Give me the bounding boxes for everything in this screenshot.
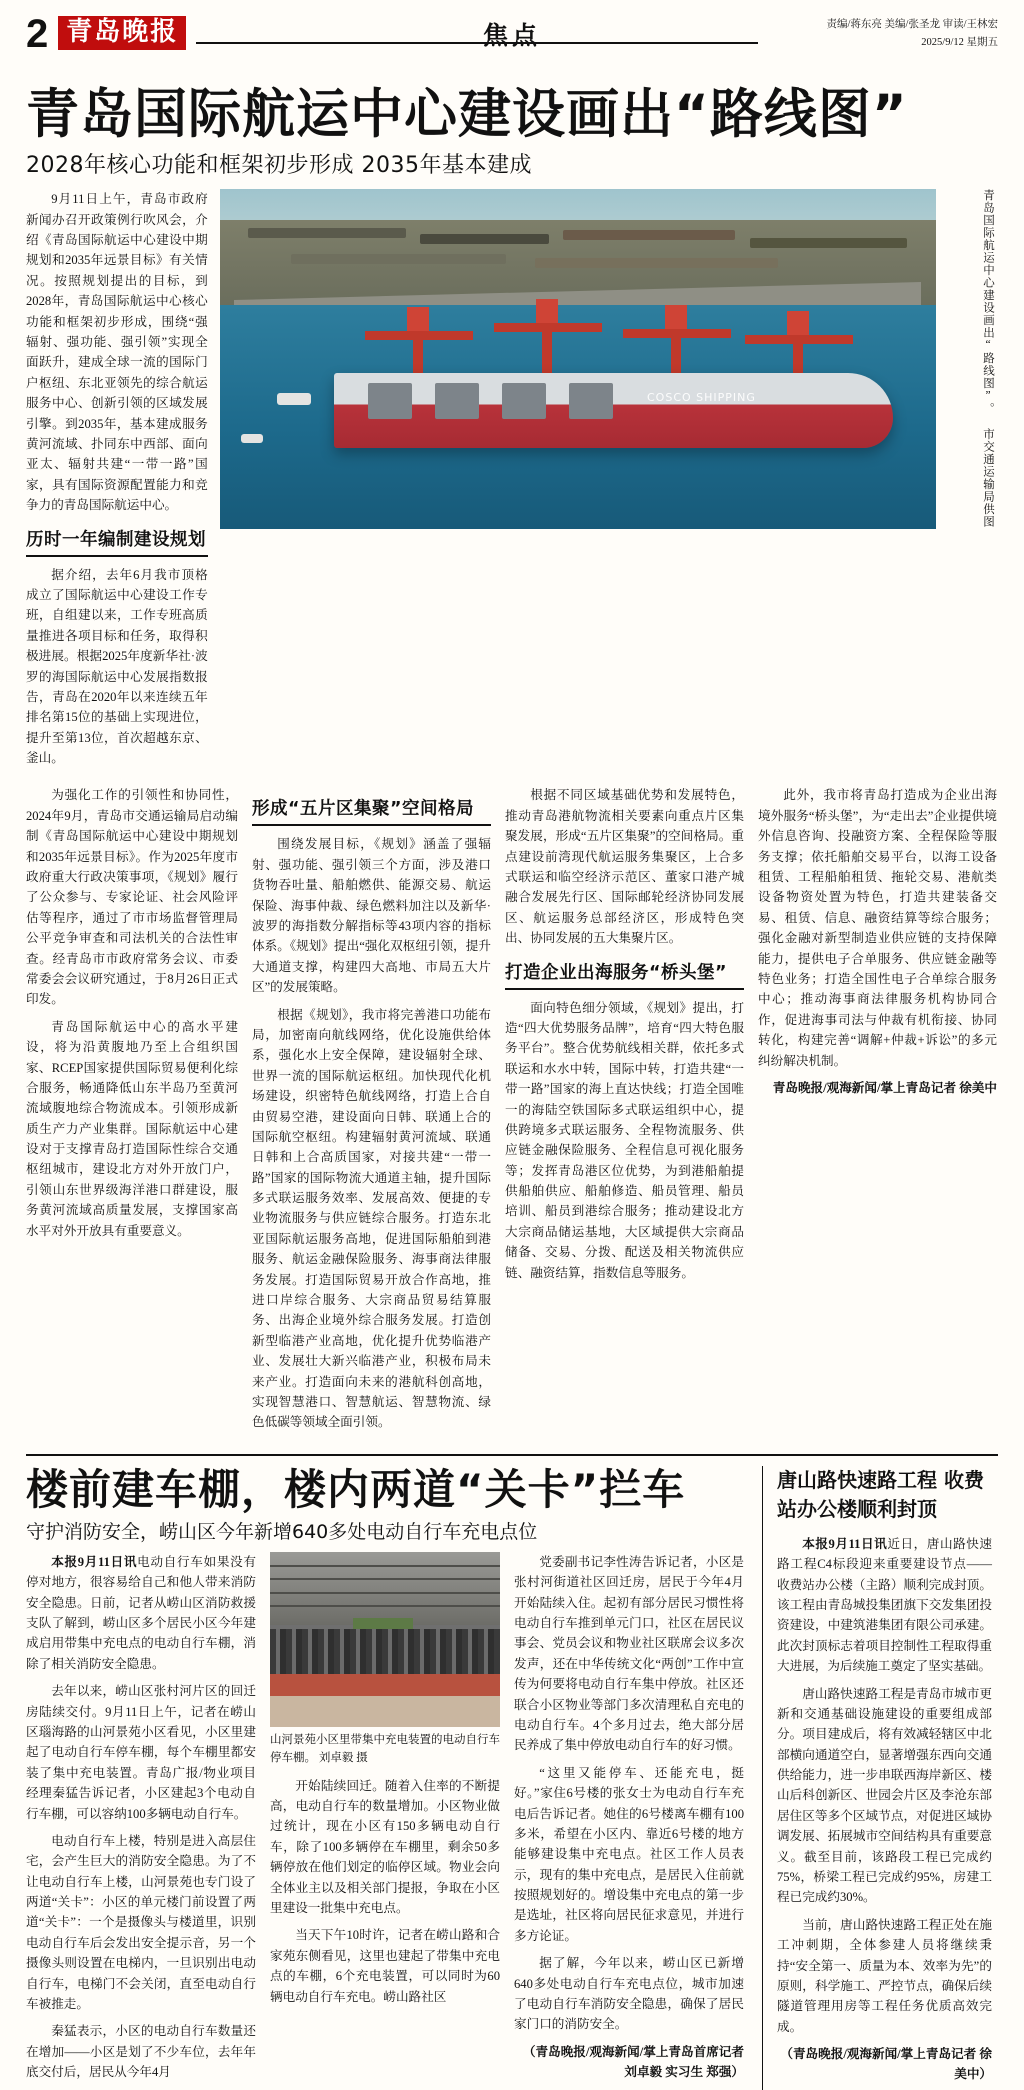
article1-subhead-2: 形成“五片区集聚”空间格局 (252, 795, 491, 826)
article2-column-1 (26, 1552, 256, 2090)
photo-ship-name: COSCO SHIPPING (647, 390, 756, 404)
article1-subhead-3: 打造企业出海服务“桥头堡” (505, 959, 744, 990)
article1-lead-column (26, 189, 208, 775)
article1-s2-p1: 围绕发展目标，《规划》涵盖了强辐射、强功能、强引领三个方面，涉及港口货物吞吐量、船舶燃供、能源交易、航运保险、海事仲裁、绿色燃料加注以及新华·波罗的海指数分解指标等43项内容的指标体系。《规划》提出“强化双枢纽引领，提升大通道支撑，构建四大高地、市局五大片区”的发展策略。 (252, 837, 491, 995)
article1-s3-p2: 此外，我市将青岛打造成为企业出海境外服务“桥头堡”，为“走出去”企业提供境外信息咨询、投融资方案、全程保险等服务支撑；依托船舶交易平台，以海工设备租赁、工程船舶租赁、拖轮交易、港航类设备物资处置为特色，打造共建装备交易、租赁、信息、融资结算等综合服务；强化金融对新型制造业供应链的支持保障能力，提供电子合单服务、供应链金融等特色业务；打造全国性电子合单综合服务中心；推动海事商法律服务机构协同合作，促进海事司法与仲裁有机衔接、协同转化，构建完善“调解+仲裁+诉讼”的多元纠纷解决机制。 (758, 788, 997, 1068)
article2-photo-caption: 山河景苑小区里带集中充电装置的电动自行车停车棚。 刘卓毅 摄 (270, 1733, 500, 1765)
article2-p3: 电动自行车上楼，特别是进入高层住宅，会产生巨大的消防安全隐患。为了不让电动自行车上楼，山河景苑也专门设了两道“关卡”：小区的单元楼门前设置了两道“关卡”：一个是摄像头与楼道里，识别电动自行车后会发出安全提示音，另一个摄像头则设置在电梯内，一旦识别出电动自行车，电梯门不会关闭，直至电动自行车被推走。 (26, 1833, 256, 2012)
article1-subhead: 2028年核心功能和框架初步形成 2035年基本建成 (26, 153, 532, 179)
article1-photo (220, 189, 936, 529)
article1-column-2 (252, 785, 491, 1439)
article2-headline: 楼前建车棚，楼内两道“关卡”拦车 (26, 1464, 686, 1514)
article2-photo (270, 1552, 500, 1727)
credit-editors: 责编/蒋东亮 美编/张圣龙 审读/王林宏 (826, 19, 998, 30)
photo2-shed-roof (270, 1552, 500, 1626)
article1-top-block (26, 189, 998, 775)
article2-byline: （青岛晚报/观海新闻/掌上青岛首席记者 刘卓毅 实习生 郑强） (522, 2044, 744, 2079)
article2-column-2 (270, 1552, 500, 2090)
bottom-section (26, 1466, 998, 2090)
article1-lead: 9月11日上午，青岛市政府新闻办召开政策例行吹风会，介绍《青岛国际航运中心建设中期规划和2035年远景目标》有关情况。按照规划提出的目标，到2028年，青岛国际航运中心核心功能和框架初步形成，围绕“强辐射、强功能、强引领”实现全面跃升，建成全球一流的国际门户枢纽、东北亚领先的综合航运服务中心、创新引领的区域发展引擎。到2035年，基本建成服务黄河流域、扑同东中西部、面向亚太、辐射共建“一带一路”国家，具有国际资源配置能力和竞争力的青岛国际航运中心。 (26, 192, 208, 513)
section-title: 焦点 (482, 21, 542, 50)
article2-p5: 开始陆续回迁。随着入住率的不断提高，电动自行车的数量增加。小区物业做过统计，现在小区有150多辆电动自行车，除了100多辆停在车棚里，剩余50多辆停放在他们划定的临停区域。物业会向全体业主以及相关部门提报，争取在小区里建设一批集中充电点。 (270, 1778, 500, 1915)
article1-s2-p3: 根据不同区域基础优势和发展特色，推动青岛港航物流相关要素向重点片区集聚发展，形成“五片区集聚”的空间格局。重点建设前湾现代航运服务集聚区，上合多式联运和临空经济示范区、董家口港产城融合发展先行区、国际邮轮经济协同发展区、航运服务总部经济区，形成特色突出、协同发展的五大集聚片区。 (505, 788, 744, 946)
credit-date: 2025/9/12 星期五 (921, 36, 998, 48)
masthead-rule (196, 14, 758, 44)
article1-body-columns (26, 785, 998, 1439)
article2-p1 (26, 1552, 256, 1674)
article1-headline: 青岛国际航运中心建设画出“路线图” (26, 84, 908, 145)
article1-byline: 青岛晚报/观海新闻/掌上青岛记者 徐美中 (772, 1080, 997, 1095)
article1-photo-caption: 青岛国际航运中心建设画出“路线图”。 市交通运输局供图 (982, 189, 994, 529)
article3-p1-text: 近日，唐山路快速路工程C4标段迎来重要建设节点——收费站办公楼（主路）顺利完成封顶。该工程由青岛城投集团旗下交发集团投资建设，中建筑港集团有限公司承建。此次封顶标志着项目控制性工程取得重大进展，为后续施工奠定了坚实基础。 (777, 1536, 993, 1674)
article2-column-3 (514, 1552, 744, 2090)
article3-p2: 唐山路快速路工程是青岛市城市更新和交通基础设施建设的重要组成部分。项目建成后，将有效减轻辖区中北部横向通道空白，显著增强东西向交通供给能力，进一步串联西海岸新区、楼山后科创新区、世园会片区及李沧东部居住区等多个区域节点，对促进区域协调发展、拓展城市空间结构具有重要意义。截至目前，该路段工程已完成约75%，桥梁工程已完成约95%，房建工程已完成约30%。 (777, 1686, 992, 1905)
article2-p1-text: 电动自行车如果没有停对地方，很容易给自己和他人带来消防安全隐患。日前，记者从崂山区消防救援支队了解到，崂山区多个居民小区今年建成启用带集中充电点的电动自行车棚，消除了相关消防安全隐患。 (26, 1554, 257, 1671)
article1-photo-wrap (220, 189, 936, 529)
article3-p3: 当前，唐山路快速路工程正处在施工冲刺期，全体参建人员将继续秉持“安全第一、质量为本、效率为先”的原则，科学施工、严控节点，确保后续隧道管理用房等工程任务优质高效完成。 (777, 1917, 992, 2034)
photo-small-boat (241, 434, 263, 443)
masthead-credits (768, 14, 998, 52)
article2-p9: 据了解，今年以来，崂山区已新增640多处电动自行车充电点位，城市加速了电动自行车消防安全隐患，确保了居民家门口的消防安全。 (514, 1956, 744, 2032)
article1-s2-p2: 根据《规划》，我市将完善港口功能布局，加密南向航线网络，优化设施供给体系，强化水上安全保障，建设辐射全球、世界一流的国际航运枢纽。加快现代化机场建设，织密特色航线网络，打造上合自由贸易空港，建设面向日韩、联通上合的国际航空枢纽。构建辐射黄河流域、联通日韩和上合高质国家，对接共建“一带一路”国家的国际物流大通道主轴，提升国际多式联运服务效率、发展高效、便捷的专业物流服务与供应链综合服务。打造东北亚国际航运服务高地，促进国际船舶到港服务、航运金融保险服务、海事商法律服务发展。打造国际贸易开放合作高地，推进口岸综合服务、大宗商品贸易结算服务、出海企业境外综合服务发展。打造创新型临港产业高地，优化提升优势临港产业、发展壮大新兴临港产业，积极布局未来产业。打造面向未来的港航科创高地，实现智慧港口、智慧航运、智慧物流、绿色低碳等领域全面引领。 (252, 1007, 491, 1430)
photo-cargo-ship (334, 373, 892, 448)
article2-columns (26, 1552, 746, 2090)
article1-s3-p1: 面向特色细分领域，《规划》提出，打造“四大优势服务品牌”，培育“四大特色服务平台”。整合优势航线相关群，依托多式联运和水水中转，国际中转，打造共建“一带一路”国家的海上直达快线；打造全国唯一的海陆空铁国际多式联运组织中心，提供跨境多式联运服务、全程物流服务、供应链金融保险服务、全程信息可视化服务等；发挥青岛港区位优势，为到港船舶提供船舶供应、船舶修造、船员管理、船员培训、船员到港综合服务；推动建设北方大宗商品储运基地，大区域提供大宗商品储备、交易、分拨、配送及相关物流供应链、融资结算，指数信息等服务。 (505, 1000, 744, 1280)
section-divider (26, 1454, 998, 1456)
article3-headline: 唐山路快速路工程 收费站办公楼顺利封顶 (777, 1467, 984, 1521)
article3-byline: （青岛晚报/观海新闻/掌上青岛记者 徐美中） (780, 2047, 992, 2082)
article1-column-1 (26, 785, 238, 1439)
article1-s1-p3: 青岛国际航运中心的高水平建设，将为沿黄腹地乃至上合组织国家、RCEP国家提供国际贸易便利化综合服务，畅通降低山东半岛乃至黄河流域腹地综合物流成本。引领形成新质生产力产业集群。国际航运中心建设对于支撑青岛打造国际性综合交通枢纽城市，建设北方对外开放门户，引领山东世界级海洋港口群建设，服务黄河流域高质量发展，支撑国家高水平对外开放具有重要意义。 (26, 1019, 238, 1238)
article2-dateline: 本报9月11日讯 (51, 1554, 138, 1569)
article3-dateline: 本报9月11日讯 (802, 1536, 888, 1551)
page-folio-number: 2 (26, 12, 49, 56)
article1-s1-p2: 为强化工作的引领性和协同性，2024年9月，青岛市交通运输局启动编制《青岛国际航运中心建设中期规划和2035年远景目标》。作为2025年度市政府重大行政决策事项，《规划》履行了公众参与、专家论证、社会风险评估等程序，通过了市市场监督管理局公平竞争审查和司法机关的合法性审查。经青岛市市政府常务会议、市委常委会会议研究通过，于8月26日正式印发。 (26, 788, 238, 1007)
article3 (762, 1466, 992, 2090)
article2-p8: “这里又能停车、还能充电，挺好。”家住6号楼的张女士为电动自行车充电后告诉记者。她住的6号楼离车棚有100多米，希望在小区内、靠近6号楼的地方能够建设集中充电点。社区工作人员表示，现有的集中充电点，是居民入住前就按照规划好的。增设集中充电点的第一步是选址，社区将向居民征求意见，并进行多方论证。 (514, 1765, 744, 1943)
article2-p4: 秦猛表示，小区的电动自行车数量还在增加——小区是划了不少车位，去年年底交付后，居民从今年4月 (26, 2024, 256, 2080)
article2-p7: 党委副书记李性涛告诉记者，小区是张村河街道社区回迁房，居民于今年4月开始陆续入住。起初有部分居民习惯性将电动自行车推到单元门口，社区在居民议事会、党员会议和物业社区联席会议多次发声，还在中华传统文化“两创”工作中宣传为何要将电动自行车集中停放。社区还联合小区物业等部门多次清理私自充电的电动自行车。4个多月过去，绝大部分居民养成了集中停放电动自行车的好习惯。 (514, 1554, 744, 1753)
article3-p1 (777, 1534, 992, 1677)
article1-s1-p1: 据介绍，去年6月我市顶格成立了国际航运中心建设工作专班，自组建以来，工作专班高质量推进各项目标和任务，取得积极进展。根据2025年度新华社·波罗的海国际航运中心发展指数报告，青岛在2020年以来连续五年排名第15位的基础上实现进位，提升至第13位，首次超越东京、釜山。 (26, 567, 208, 766)
article2-subhead: 守护消防安全，崂山区今年新增640多处电动自行车充电点位 (26, 1520, 538, 1543)
photo2-floor (270, 1674, 500, 1727)
article2-p2: 去年以来，崂山区张村河片区的回迁房陆续交付。9月11日上午，记者在崂山区瑙海路的山河景苑小区看见，小区里建起了电动自行车停车棚，每个车棚里都安装了集中充电装置。青岛广报/物业项目经理秦猛告诉记者，小区建起3个电动自行车棚，可以容纳100多辆电动自行车。 (26, 1684, 256, 1821)
masthead (26, 14, 998, 72)
article1-column-3 (505, 785, 744, 1439)
paper-logo: 青岛晚报 (58, 16, 186, 50)
article1-column-4 (758, 785, 997, 1439)
article1-subhead-1: 历时一年编制建设规划 (26, 526, 208, 557)
article2 (26, 1466, 746, 2090)
photo-tugboat (277, 393, 311, 405)
article2-p6: 当天下午10时许，记者在崂山路和合家苑东侧看见，这里也建起了带集中充电点的车棚，6个充电装置，可以同时为60辆电动自行车充电。崂山路社区 (270, 1928, 500, 2004)
